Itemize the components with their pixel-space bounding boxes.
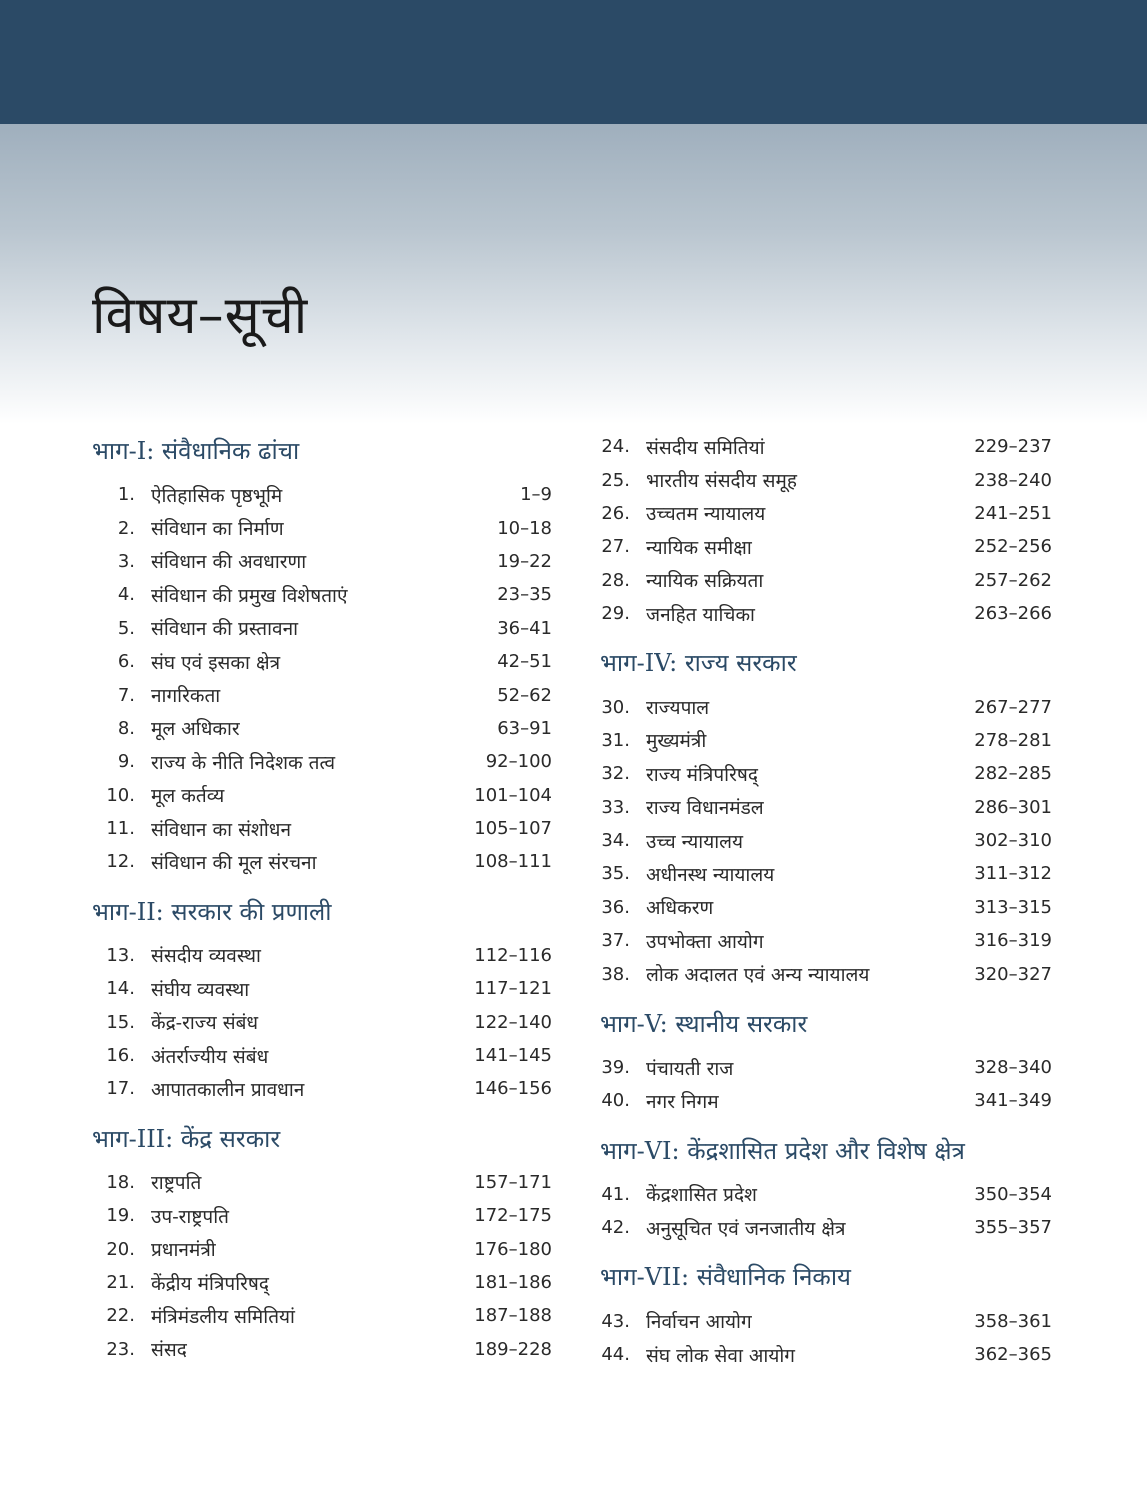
chapter-number: 27. xyxy=(601,536,630,558)
section-heading: भाग-VI: केंद्रशासित प्रदेश और विशेष क्षेत्र xyxy=(600,1136,965,1165)
chapter-number: 6. xyxy=(117,651,135,673)
toc-entry[interactable] xyxy=(600,857,1052,890)
chapter-number: 11. xyxy=(106,818,135,840)
page-range: 117–121 xyxy=(474,978,552,1000)
toc-right-column xyxy=(600,430,1052,1385)
chapter-number: 22. xyxy=(106,1305,135,1327)
chapter-title: संविधान का निर्माण xyxy=(151,518,284,541)
chapter-title: न्यायिक सक्रियता xyxy=(646,570,764,593)
page-range: 52–62 xyxy=(497,684,552,706)
chapter-title: संसदीय व्यवस्था xyxy=(151,945,261,968)
toc-entry[interactable] xyxy=(92,845,552,878)
toc-entry[interactable] xyxy=(92,478,552,511)
page-range: 1–9 xyxy=(520,484,552,506)
page-range: 350–354 xyxy=(974,1183,1052,1205)
toc-section xyxy=(600,1132,1052,1245)
page-range: 122–140 xyxy=(474,1011,552,1033)
page-range: 176–180 xyxy=(474,1238,552,1260)
toc-section xyxy=(600,430,1052,630)
toc-section xyxy=(600,1005,1052,1118)
page-range: 112–116 xyxy=(474,944,552,966)
chapter-title: अंतर्राज्यीय संबंध xyxy=(151,1045,269,1068)
chapter-title: लोक अदालत एवं अन्य न्यायालय xyxy=(646,964,870,987)
chapter-number: 36. xyxy=(601,896,630,918)
page-range: 252–256 xyxy=(974,536,1052,558)
page-title: विषय–सूची xyxy=(92,286,309,346)
chapter-title: संविधान का संशोधन xyxy=(151,818,291,841)
chapter-number: 43. xyxy=(601,1310,630,1332)
chapter-number: 39. xyxy=(601,1057,630,1079)
toc-entry[interactable] xyxy=(92,578,552,611)
chapter-number: 15. xyxy=(106,1011,135,1033)
chapter-title: राज्यपाल xyxy=(646,697,710,720)
toc-section xyxy=(92,1120,552,1366)
toc-entry[interactable] xyxy=(92,645,552,678)
page-range: 63–91 xyxy=(497,717,552,739)
toc-entry[interactable] xyxy=(600,463,1052,496)
chapter-number: 24. xyxy=(601,436,630,458)
chapter-title: न्यायिक समीक्षा xyxy=(646,536,752,559)
chapter-title: नागरिकता xyxy=(151,685,221,708)
chapter-number: 26. xyxy=(601,502,630,524)
chapter-number: 7. xyxy=(117,684,135,706)
chapter-title: अधिकरण xyxy=(646,897,714,920)
section-heading: भाग-II: सरकार की प्रणाली xyxy=(92,897,332,926)
toc-entry[interactable] xyxy=(600,757,1052,790)
page-range: 101–104 xyxy=(474,784,552,806)
page-range: 19–22 xyxy=(497,550,552,572)
toc-entry[interactable] xyxy=(600,564,1052,597)
chapter-number: 44. xyxy=(601,1344,630,1365)
chapter-title: संविधान की प्रमुख विशेषताएं xyxy=(151,584,348,607)
toc-entry[interactable] xyxy=(600,924,1052,957)
toc-entry[interactable] xyxy=(92,1232,552,1265)
chapter-title: संसद xyxy=(151,1339,187,1362)
chapter-title: उच्च न्यायालय xyxy=(646,830,744,853)
toc-entry[interactable] xyxy=(92,779,552,812)
toc-entry[interactable] xyxy=(92,511,552,544)
toc-section xyxy=(600,644,1052,991)
chapter-title: संघीय व्यवस्था xyxy=(151,978,250,1001)
chapter-number: 18. xyxy=(106,1171,135,1193)
page-range: 229–237 xyxy=(974,436,1052,458)
toc-entry[interactable] xyxy=(92,712,552,745)
chapter-number: 21. xyxy=(106,1272,135,1293)
chapter-number: 9. xyxy=(117,751,135,773)
page-range: 267–277 xyxy=(974,696,1052,718)
toc-entry[interactable] xyxy=(92,1039,552,1072)
page-range: 263–266 xyxy=(974,603,1052,625)
toc-entry[interactable] xyxy=(92,1199,552,1232)
chapter-title: उच्चतम न्यायालय xyxy=(646,503,766,526)
toc-entry[interactable] xyxy=(600,530,1052,563)
chapter-title: पंचायती राज xyxy=(646,1057,734,1080)
chapter-number: 19. xyxy=(106,1205,135,1227)
chapter-title: आपातकालीन प्रावधान xyxy=(151,1078,305,1101)
toc-entry[interactable] xyxy=(600,497,1052,530)
chapter-title: उपभोक्ता आयोग xyxy=(646,930,764,953)
chapter-title: भारतीय संसदीय समूह xyxy=(646,470,797,493)
chapter-title: जनहित याचिका xyxy=(646,603,755,626)
page-range: 241–251 xyxy=(974,502,1052,524)
chapter-number: 23. xyxy=(106,1338,135,1360)
chapter-number: 4. xyxy=(117,584,135,606)
chapter-title: अनुसूचित एवं जनजातीय क्षेत्र xyxy=(646,1217,846,1240)
page-range: 311–312 xyxy=(974,863,1052,885)
toc-entry[interactable] xyxy=(92,1166,552,1199)
chapter-title: संघ लोक सेवा आयोग xyxy=(646,1344,795,1367)
chapter-number: 16. xyxy=(106,1045,135,1067)
page-range: 157–171 xyxy=(474,1171,552,1193)
chapter-title: राज्य के नीति निदेशक तत्व xyxy=(151,751,336,774)
chapter-title: मंत्रिमंडलीय समितियां xyxy=(151,1305,295,1328)
toc-left-column xyxy=(92,432,552,1380)
chapter-number: 29. xyxy=(601,603,630,625)
toc-section xyxy=(92,893,552,1106)
chapter-title: मूल अधिकार xyxy=(151,718,240,741)
chapter-number: 2. xyxy=(117,517,135,539)
chapter-number: 14. xyxy=(106,978,135,1000)
toc-entry[interactable] xyxy=(600,791,1052,824)
chapter-number: 38. xyxy=(601,963,630,985)
toc-entry[interactable] xyxy=(600,430,1052,463)
page-range: 108–111 xyxy=(474,851,552,873)
chapter-number: 20. xyxy=(106,1238,135,1260)
page-range: 328–340 xyxy=(974,1057,1052,1079)
page-range: 238–240 xyxy=(974,469,1052,491)
chapter-title: राष्ट्रपति xyxy=(151,1172,202,1195)
chapter-title: केंद्रशासित प्रदेश xyxy=(646,1184,757,1207)
page-range: 341–349 xyxy=(974,1090,1052,1112)
toc-entry[interactable] xyxy=(92,812,552,845)
page-range: 282–285 xyxy=(974,763,1052,785)
page-range: 278–281 xyxy=(974,729,1052,751)
chapter-title: संविधान की मूल संरचना xyxy=(151,851,317,874)
page-range: 23–35 xyxy=(497,584,552,606)
toc-entry[interactable] xyxy=(600,1211,1052,1244)
chapter-title: ऐतिहासिक पृष्ठभूमि xyxy=(151,484,283,507)
chapter-number: 28. xyxy=(601,569,630,591)
page-range: 181–186 xyxy=(474,1272,552,1293)
section-heading: भाग-V: स्थानीय सरकार xyxy=(600,1009,808,1038)
toc-entry[interactable] xyxy=(92,1333,552,1366)
chapter-title: निर्वाचन आयोग xyxy=(646,1311,752,1334)
toc-entry[interactable] xyxy=(600,1178,1052,1211)
chapter-title: नगर निगम xyxy=(646,1090,719,1113)
chapter-number: 34. xyxy=(601,830,630,852)
page-range: 146–156 xyxy=(474,1078,552,1100)
chapter-title: राज्य विधानमंडल xyxy=(646,797,764,820)
chapter-number: 32. xyxy=(601,763,630,785)
toc-entry[interactable] xyxy=(92,678,552,711)
chapter-number: 42. xyxy=(601,1217,630,1239)
page-range: 302–310 xyxy=(974,830,1052,852)
header-gradient xyxy=(0,124,1147,424)
page-range: 313–315 xyxy=(974,896,1052,918)
page-range: 320–327 xyxy=(974,963,1052,985)
chapter-title: राज्य मंत्रिपरिषद् xyxy=(646,763,758,786)
chapter-title: प्रधानमंत्री xyxy=(151,1239,216,1262)
toc-entry[interactable] xyxy=(92,612,552,645)
toc-entry[interactable] xyxy=(600,891,1052,924)
toc-entry[interactable] xyxy=(600,1051,1052,1084)
page-range: 257–262 xyxy=(974,569,1052,591)
toc-entry[interactable] xyxy=(92,1072,552,1105)
chapter-number: 17. xyxy=(106,1078,135,1100)
chapter-number: 25. xyxy=(601,469,630,491)
toc-entry[interactable] xyxy=(92,1299,552,1332)
page-range: 355–357 xyxy=(974,1217,1052,1239)
chapter-number: 40. xyxy=(601,1090,630,1112)
section-heading: भाग-IV: राज्य सरकार xyxy=(600,649,797,678)
section-heading: भाग-I: संवैधानिक ढांचा xyxy=(92,437,300,465)
toc-section xyxy=(600,1258,1052,1371)
page-range: 36–41 xyxy=(497,617,552,639)
toc-entry[interactable] xyxy=(92,939,552,972)
chapter-title: मूल कर्तव्य xyxy=(151,785,225,808)
toc-entry[interactable] xyxy=(92,1266,552,1299)
page-range: 105–107 xyxy=(474,818,552,840)
chapter-number: 33. xyxy=(601,796,630,818)
section-heading: भाग-VII: संवैधानिक निकाय xyxy=(600,1263,851,1292)
chapter-title: उप-राष्ट्रपति xyxy=(151,1205,229,1228)
chapter-number: 12. xyxy=(106,851,135,873)
page-range: 92–100 xyxy=(485,751,552,773)
toc-entry[interactable] xyxy=(600,1338,1052,1371)
toc-entry[interactable] xyxy=(600,1084,1052,1117)
toc-entry[interactable] xyxy=(600,597,1052,630)
toc-entry[interactable] xyxy=(600,724,1052,757)
chapter-title: संविधान की प्रस्तावना xyxy=(151,618,299,641)
page-range: 141–145 xyxy=(474,1045,552,1067)
chapter-title: संघ एवं इसका क्षेत्र xyxy=(151,651,281,674)
toc-entry[interactable] xyxy=(92,545,552,578)
header-band xyxy=(0,0,1147,124)
section-heading: भाग-III: केंद्र सरकार xyxy=(92,1124,281,1153)
page-range: 172–175 xyxy=(474,1205,552,1227)
page-range: 187–188 xyxy=(474,1305,552,1327)
chapter-number: 31. xyxy=(601,729,630,751)
toc-entry[interactable] xyxy=(600,957,1052,990)
page-range: 362–365 xyxy=(974,1344,1052,1365)
chapter-number: 8. xyxy=(117,717,135,739)
page-range: 286–301 xyxy=(974,796,1052,818)
chapter-number: 41. xyxy=(601,1183,630,1205)
toc-entry[interactable] xyxy=(600,824,1052,857)
toc-entry[interactable] xyxy=(92,745,552,778)
chapter-number: 1. xyxy=(117,484,135,506)
chapter-number: 10. xyxy=(106,784,135,806)
chapter-number: 37. xyxy=(601,930,630,952)
page-range: 189–228 xyxy=(474,1338,552,1360)
chapter-number: 35. xyxy=(601,863,630,885)
toc-section xyxy=(92,432,552,879)
chapter-title: केंद्रीय मंत्रिपरिषद् xyxy=(151,1272,269,1295)
page-range: 10–18 xyxy=(497,517,552,539)
page-range: 316–319 xyxy=(974,930,1052,952)
page-range: 42–51 xyxy=(497,651,552,673)
chapter-number: 30. xyxy=(601,696,630,718)
chapter-title: संविधान की अवधारणा xyxy=(151,551,307,574)
chapter-number: 3. xyxy=(117,550,135,572)
chapter-title: केंद्र-राज्य संबंध xyxy=(151,1012,259,1035)
toc-entry[interactable] xyxy=(600,690,1052,723)
page-range: 358–361 xyxy=(974,1310,1052,1332)
chapter-number: 5. xyxy=(117,617,135,639)
toc-entry[interactable] xyxy=(92,1005,552,1038)
toc-entry[interactable] xyxy=(92,972,552,1005)
chapter-title: मुख्यमंत्री xyxy=(646,730,707,753)
chapter-title: अधीनस्थ न्यायालय xyxy=(646,863,775,886)
chapter-title: संसदीय समितियां xyxy=(646,436,765,459)
toc-entry[interactable] xyxy=(600,1304,1052,1337)
chapter-number: 13. xyxy=(106,944,135,966)
